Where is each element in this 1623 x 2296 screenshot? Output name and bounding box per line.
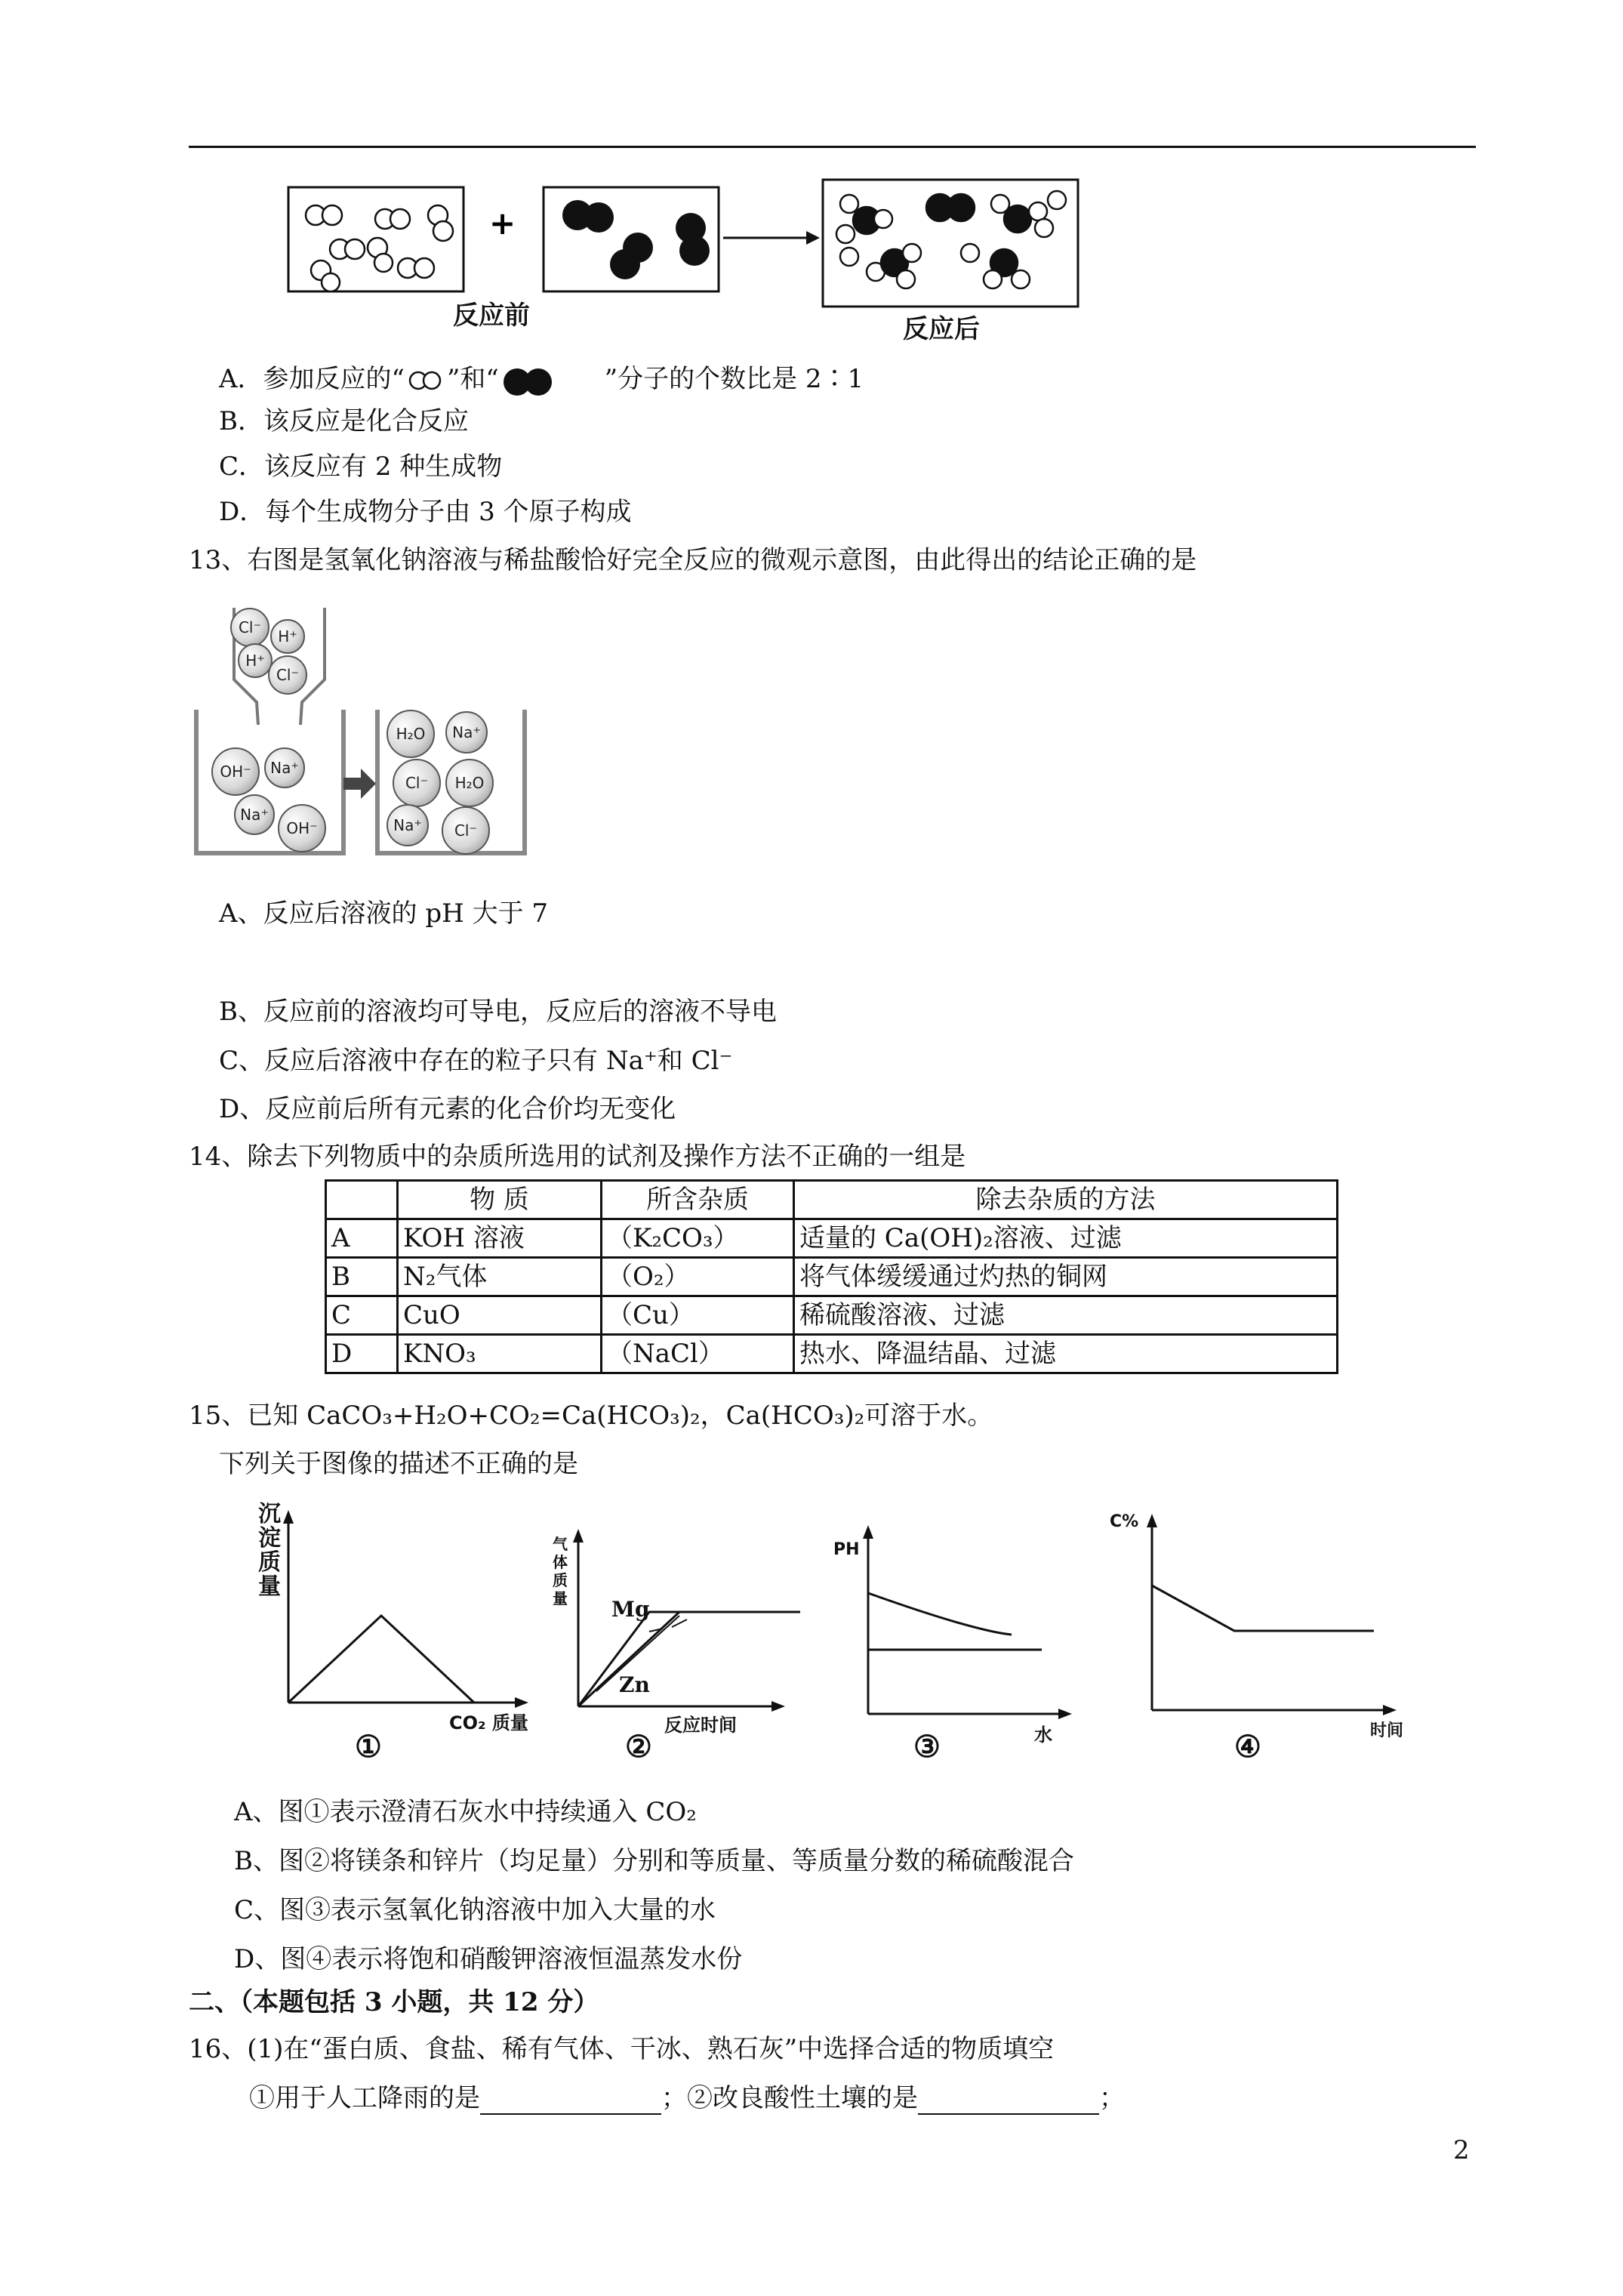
q15-option-a: A、图①表示澄清石灰水中持续通入 CO₂ [234, 1797, 697, 1827]
q12-a-post: ”分子的个数比是 2∶1 [604, 364, 864, 394]
table-header-row [326, 1181, 1338, 1219]
q13-option-d: D、反应前后所有元素的化合价均无变化 [219, 1094, 676, 1124]
q12-option-c: C．该反应有 2 种生成物 [219, 451, 503, 482]
plus-sign: + [489, 205, 516, 242]
q15-option-d: D、图④表示将饱和硝酸钾溶液恒温蒸发水份 [234, 1944, 743, 1974]
q16-part1-text: ①用于人工降雨的是 [249, 2083, 480, 2113]
ion-oh-left-1: OH⁻ [211, 747, 260, 796]
table-cell: C [326, 1296, 398, 1335]
graph-1-xlabel: CO₂ 质量 [449, 1712, 528, 1734]
graph-2-mg-label: Mg [611, 1597, 650, 1622]
q12-option-d: D．每个生成物分子由 3 个原子构成 [219, 497, 632, 527]
q16-part1 [249, 2082, 1125, 2115]
table-cell: D [326, 1335, 398, 1373]
graph-4-xlabel: 时间 [1370, 1721, 1404, 1740]
q15-stem: 15、已知 CaCO₃+H₂O+CO₂=Ca(HCO₃)₂，Ca(HCO₃)₂可溶于水。 [189, 1401, 993, 1431]
q13-option-c: C、反应后溶液中存在的粒子只有 Na⁺和 Cl⁻ [219, 1046, 733, 1076]
ion-cl-funnel-1: Cl⁻ [230, 608, 269, 647]
label-after: 反应后 [903, 314, 980, 344]
table-row [326, 1335, 1338, 1373]
q15-option-c: C、图③表示氢氧化钠溶液中加入大量的水 [234, 1895, 716, 1925]
table-cell: 热水、降温结晶、过滤 [794, 1335, 1338, 1373]
q13-stem: 13、右图是氢氧化钠溶液与稀盐酸恰好完全反应的微观示意图，由此得出的结论正确的是 [189, 545, 1197, 575]
table-row [326, 1296, 1338, 1335]
q12-option-a [219, 362, 864, 397]
table-header: 所含杂质 [602, 1181, 794, 1219]
ion-oh-left-2: OH⁻ [278, 804, 326, 852]
ion-na-right-1: Na⁺ [445, 711, 488, 754]
table-cell: A [326, 1219, 398, 1258]
q14-stem: 14、除去下列物质中的杂质所选用的试剂及操作方法不正确的一组是 [189, 1142, 966, 1172]
graph-3-ylabel: PH [833, 1540, 860, 1559]
table-cell: 适量的 Ca(OH)₂溶液、过滤 [794, 1219, 1338, 1258]
q16-sep: ；②改良酸性土壤的是 [661, 2083, 918, 2113]
ion-h-funnel-2: H⁺ [238, 643, 273, 678]
answer-blank-2[interactable] [918, 2088, 1099, 2115]
ion-na-right-2: Na⁺ [387, 804, 429, 846]
graph-2-number: ② [625, 1729, 652, 1764]
graph-4-ylabel: C% [1110, 1512, 1139, 1531]
reaction-diagram [287, 174, 1087, 347]
table-cell: （Cu） [602, 1296, 794, 1335]
graph-1 [219, 1502, 551, 1774]
graph-1-number: ① [355, 1729, 382, 1764]
q13-option-a: A、反应后溶液的 pH 大于 7 [219, 898, 549, 929]
table-row [326, 1219, 1338, 1258]
q12-a-mid: ”和“ [446, 364, 499, 394]
graph-4-number: ④ [1234, 1729, 1261, 1764]
q12-option-b: B．该反应是化合反应 [219, 406, 469, 436]
table-header: 除去杂质的方法 [794, 1181, 1338, 1219]
table-cell: 将气体缓缓通过灼热的铜网 [794, 1258, 1338, 1296]
graph-2-ylabel: 气体质量 [553, 1535, 568, 1607]
table-cell: （K₂CO₃） [602, 1219, 794, 1258]
ion-cl-right-2: Cl⁻ [442, 806, 490, 855]
header-rule [189, 146, 1476, 148]
graph-2-xlabel: 反应时间 [664, 1715, 737, 1736]
table-cell: （NaCl） [602, 1335, 794, 1373]
graph-3-xlabel: 水 [1034, 1724, 1052, 1746]
graph-3-svg [823, 1518, 1095, 1774]
q16-stem: 16、(1)在“蛋白质、食盐、稀有气体、干冰、熟石灰”中选择合适的物质填空 [189, 2034, 1055, 2064]
ion-cl-funnel-2: Cl⁻ [268, 655, 307, 695]
table-cell: N₂气体 [398, 1258, 602, 1296]
ion-na-left-1: Na⁺ [264, 747, 305, 788]
ion-h2o-right-1: H₂O [387, 710, 435, 758]
table-cell: B [326, 1258, 398, 1296]
black-molecule-icon [499, 364, 559, 397]
graph-2-zn-label: Zn [619, 1672, 650, 1697]
table-header [326, 1181, 398, 1219]
impurity-table [325, 1179, 1338, 1374]
table-cell: KOH 溶液 [398, 1219, 602, 1258]
graph-1-ylabel: 沉淀质量 [258, 1501, 281, 1600]
graph-3-number: ③ [913, 1729, 941, 1764]
q15-sub: 下列关于图像的描述不正确的是 [219, 1449, 578, 1479]
neutralization-diagram [189, 596, 536, 868]
table-cell: 稀硫酸溶液、过滤 [794, 1296, 1338, 1335]
ion-na-left-2: Na⁺ [234, 794, 275, 835]
table-cell: KNO₃ [398, 1335, 602, 1373]
table-cell: CuO [398, 1296, 602, 1335]
white-molecule-icon [405, 369, 447, 392]
graph-2 [536, 1521, 823, 1771]
answer-blank-1[interactable] [480, 2088, 661, 2115]
q13-option-b: B、反应前的溶液均可导电，反应后的溶液不导电 [219, 997, 777, 1027]
graph-4 [1102, 1506, 1419, 1771]
section-2-title: 二、（本题包括 3 小题，共 12 分） [189, 1987, 599, 2017]
q16-end: ； [1099, 2083, 1125, 2113]
ion-h2o-right-2: H₂O [445, 759, 494, 807]
table-cell: （O₂） [602, 1258, 794, 1296]
table-header: 物 质 [398, 1181, 602, 1219]
table-row [326, 1258, 1338, 1296]
q15-option-b: B、图②将镁条和锌片（均足量）分别和等质量、等质量分数的稀硫酸混合 [234, 1846, 1074, 1876]
q12-a-pre: A．参加反应的“ [219, 364, 405, 394]
ion-h-funnel-1: H⁺ [270, 619, 305, 654]
label-before: 反应前 [453, 300, 530, 331]
ion-cl-right-1: Cl⁻ [393, 759, 441, 807]
graph-3 [823, 1518, 1095, 1774]
page-number: 2 [1453, 2135, 1470, 2165]
